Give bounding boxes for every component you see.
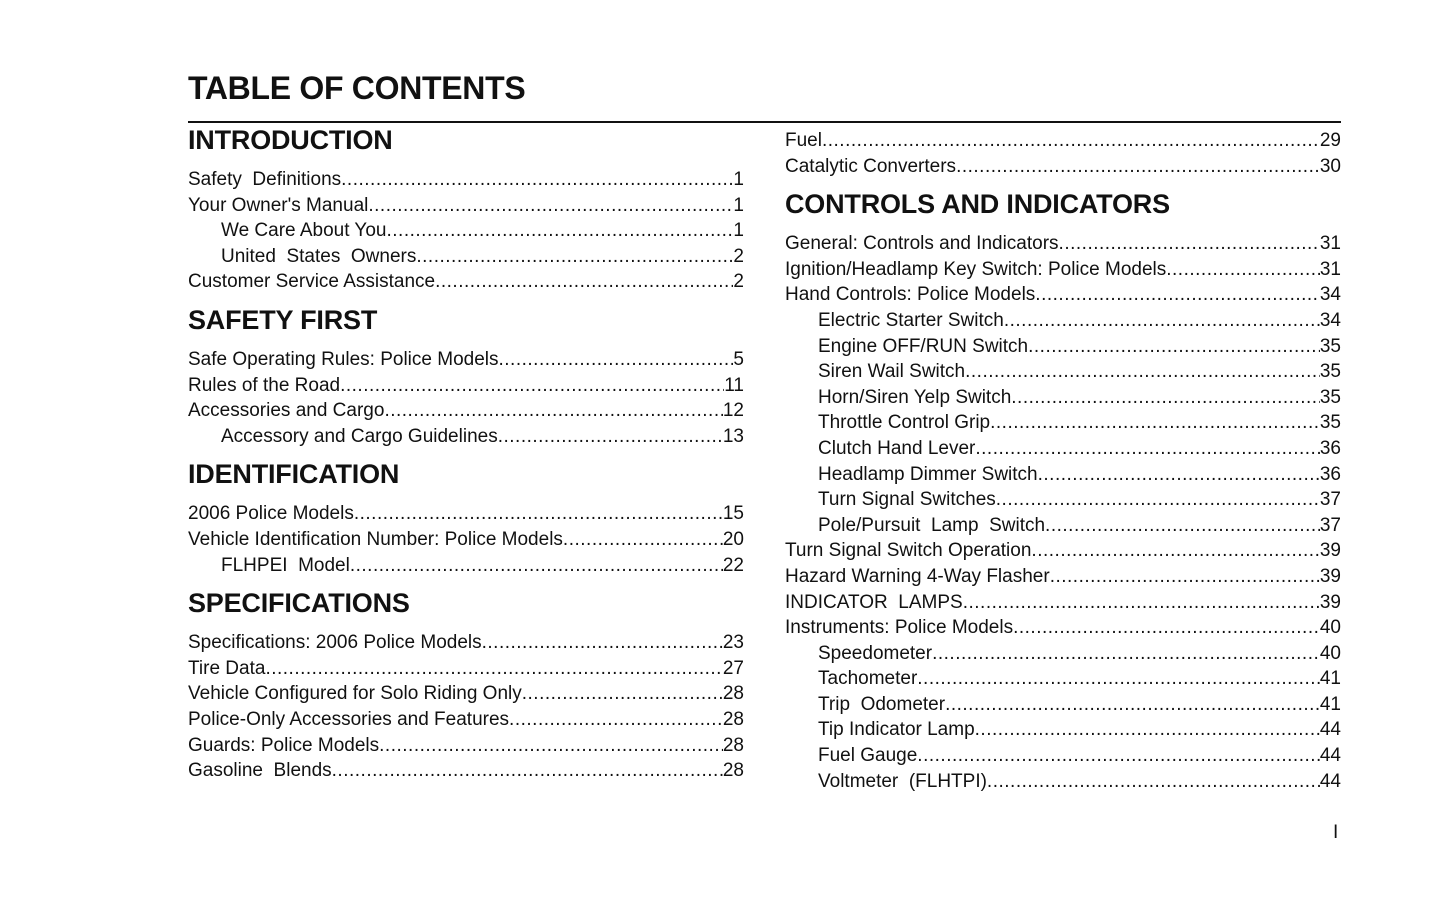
dot-leader [1038, 462, 1320, 488]
dot-leader [340, 373, 724, 399]
dot-leader [482, 630, 723, 656]
toc-entry-title: Hand Controls: Police Models [785, 284, 1036, 306]
toc-entry-title: Safety Definitions [188, 169, 342, 190]
toc-entry-page: 36 [1319, 437, 1341, 459]
toc-entry[interactable] [188, 167, 744, 193]
dot-leader [379, 733, 723, 759]
toc-entry-page: 12 [722, 400, 744, 422]
section-heading: IDENTIFICATION [188, 459, 400, 490]
dot-leader [963, 590, 1320, 616]
toc-entry-page: 30 [1319, 155, 1341, 177]
toc-entry[interactable] [785, 128, 1341, 154]
toc-entry[interactable] [188, 553, 744, 579]
toc-entry-page: 35 [1319, 412, 1341, 434]
toc-entry[interactable] [188, 681, 744, 707]
toc-entry-page: 1 [733, 194, 744, 216]
toc-entry[interactable] [188, 758, 744, 784]
dot-leader [522, 681, 723, 707]
toc-entry-page: 31 [1319, 258, 1341, 280]
toc-entry-title: INDICATOR LAMPS [785, 591, 963, 613]
toc-entry-page: 28 [722, 683, 744, 705]
dot-leader [956, 154, 1320, 180]
toc-entry-page: 44 [1319, 719, 1341, 741]
toc-entry-title: Voltmeter (FLHTPI) [818, 770, 987, 792]
toc-entry[interactable] [188, 347, 744, 373]
toc-entry-page: 36 [1319, 463, 1341, 485]
toc-entry[interactable] [188, 630, 744, 656]
toc-entry[interactable] [785, 436, 1341, 462]
toc-entry[interactable] [785, 590, 1341, 616]
toc-entry[interactable] [785, 282, 1341, 308]
dot-leader [265, 656, 722, 682]
toc-entry[interactable] [785, 359, 1341, 385]
dot-leader [1028, 334, 1320, 360]
dot-leader [435, 269, 733, 295]
toc-entry-title: Turn Signal Switch Operation [785, 540, 1032, 562]
section-heading: SAFETY FIRST [188, 304, 378, 335]
toc-entry-page: 22 [722, 554, 744, 576]
toc-entry[interactable] [785, 487, 1341, 513]
toc-entry-page: 40 [1319, 617, 1341, 639]
left-column [188, 122, 744, 784]
toc-entry[interactable] [785, 308, 1341, 334]
toc-entry[interactable] [785, 462, 1341, 488]
toc-entry[interactable] [785, 385, 1341, 411]
toc-entry-title: United States Owners [221, 245, 417, 267]
toc-entry[interactable] [188, 707, 744, 733]
toc-entry-page: 39 [1319, 591, 1341, 613]
toc-entry-page: 34 [1319, 309, 1341, 331]
toc-entry-title: Fuel [785, 130, 822, 151]
toc-entry[interactable] [188, 373, 744, 399]
toc-entry[interactable] [785, 717, 1341, 743]
page-number: I [1333, 822, 1339, 843]
toc-entry[interactable] [785, 257, 1341, 283]
dot-leader [368, 193, 733, 219]
toc-entry[interactable] [785, 615, 1341, 641]
toc-entry-page: 41 [1319, 693, 1341, 715]
section-heading: CONTROLS AND INDICATORS [785, 189, 1170, 220]
toc-entry-title: General: Controls and Indicators [785, 233, 1059, 255]
toc-entry-page: 28 [722, 708, 744, 730]
toc-entry-title: Tire Data [188, 657, 266, 679]
toc-entry-page: 28 [722, 760, 744, 782]
toc-entry-page: 35 [1319, 335, 1341, 357]
toc-entry[interactable] [188, 244, 744, 270]
dot-leader [1035, 282, 1320, 308]
toc-entry[interactable] [785, 154, 1341, 180]
toc-entry-page: 35 [1319, 361, 1341, 383]
dot-leader [965, 359, 1320, 385]
toc-entry-title: Ignition/Headlamp Key Switch: Police Models [785, 258, 1167, 280]
toc-entry-page: 2 [733, 245, 744, 267]
dot-leader [354, 501, 723, 527]
toc-entry-page: 44 [1319, 745, 1341, 767]
toc-entry-page: 28 [722, 734, 744, 756]
dot-leader [990, 410, 1320, 436]
toc-entry-page: 37 [1319, 514, 1341, 536]
toc-entry-title: Fuel Gauge [818, 745, 918, 767]
toc-entry[interactable] [785, 641, 1341, 667]
toc-entry-title: Siren Wail Switch [818, 361, 966, 383]
toc-entry[interactable] [188, 527, 744, 553]
dot-leader [975, 717, 1320, 743]
toc-entry[interactable] [785, 231, 1341, 257]
dot-leader [1166, 257, 1320, 283]
toc-entry-title: Tip Indicator Lamp [818, 719, 975, 741]
dot-leader [416, 244, 733, 270]
dot-leader [498, 424, 723, 450]
toc-entry[interactable] [785, 334, 1341, 360]
dot-leader [1059, 231, 1320, 257]
dot-leader [996, 487, 1320, 513]
toc-entry-page: 29 [1319, 130, 1341, 151]
toc-entry-page: 39 [1319, 540, 1341, 562]
toc-entry-title: Guards: Police Models [188, 734, 380, 756]
toc-entry-title: Specifications: 2006 Police Models [188, 632, 482, 654]
toc-entry-page: 20 [722, 528, 744, 550]
toc-entry-title: Customer Service Assistance [188, 271, 436, 293]
toc-entry-page: 34 [1319, 284, 1341, 306]
dot-leader [822, 128, 1320, 154]
dot-leader [945, 692, 1320, 718]
dot-leader [917, 743, 1320, 769]
dot-leader [932, 641, 1320, 667]
section-heading: INTRODUCTION [188, 125, 393, 155]
toc-entry-title: Throttle Control Grip [818, 412, 991, 434]
toc-entry[interactable] [188, 218, 744, 244]
toc-entry[interactable] [188, 398, 744, 424]
dot-leader [1011, 385, 1320, 411]
dot-leader [1031, 538, 1319, 564]
toc-entry-title: Gasoline Blends [188, 760, 332, 782]
toc-entry-title: Accessory and Cargo Guidelines [221, 425, 498, 447]
section-heading: SPECIFICATIONS [188, 588, 410, 619]
toc-entry-page: 41 [1319, 668, 1341, 690]
dot-leader [509, 707, 723, 733]
toc-entry[interactable] [785, 743, 1341, 769]
toc-entry[interactable] [785, 666, 1341, 692]
page-title: TABLE OF CONTENTS [188, 70, 526, 106]
toc-entry[interactable] [188, 269, 744, 295]
dot-leader [387, 218, 734, 244]
toc-entry-title: Vehicle Identification Number: Police Models [188, 528, 563, 550]
toc-entry-title: Instruments: Police Models [785, 617, 1014, 639]
toc-entry[interactable] [188, 424, 744, 450]
dot-leader [1045, 513, 1320, 539]
toc-entry-page: 37 [1319, 489, 1341, 511]
dot-leader [1004, 308, 1320, 334]
toc-entry[interactable] [785, 769, 1341, 795]
toc-entry-title: Clutch Hand Lever [818, 437, 976, 459]
toc-entry[interactable] [785, 692, 1341, 718]
dot-leader [384, 398, 722, 424]
toc-entry-title: FLHPEI Model [221, 554, 350, 576]
toc-entry-title: Your Owner's Manual [188, 194, 369, 216]
toc-entry[interactable] [785, 538, 1341, 564]
toc-entry-page: 5 [733, 348, 744, 370]
toc-entry-title: Engine OFF/RUN Switch [818, 335, 1029, 357]
toc-entry-title: Electric Starter Switch [818, 309, 1004, 331]
dot-leader [332, 758, 723, 784]
toc-entry-title: Vehicle Configured for Solo Riding Only [188, 683, 522, 705]
toc-entry-title: Tachometer [818, 668, 918, 690]
dot-leader [563, 527, 723, 553]
dot-leader [350, 553, 723, 579]
dot-leader [499, 347, 734, 373]
toc-entry-title: Turn Signal Switches [818, 489, 996, 511]
dot-leader [1050, 564, 1320, 590]
toc-entry[interactable] [188, 501, 744, 527]
toc-entry[interactable] [785, 564, 1341, 590]
toc-entry-title: Rules of the Road [188, 374, 341, 396]
toc-entry-page: 23 [722, 632, 744, 654]
toc-entry-page: 13 [722, 425, 744, 447]
toc-entry-page: 44 [1319, 770, 1341, 792]
toc-entry-page: 11 [724, 374, 744, 396]
toc-entry[interactable] [785, 513, 1341, 539]
dot-leader [1013, 615, 1320, 641]
toc-entry[interactable] [188, 656, 744, 682]
toc-entry-title: Police-Only Accessories and Features [188, 708, 510, 730]
toc-entry-title: We Care About You [221, 220, 387, 242]
toc-entry-page: 31 [1319, 233, 1341, 255]
toc-entry[interactable] [785, 410, 1341, 436]
toc-entry-page: 2 [733, 271, 744, 293]
toc-entry[interactable] [188, 193, 744, 219]
dot-leader [917, 666, 1320, 692]
toc-entry-title: Accessories and Cargo [188, 400, 385, 422]
toc-entry-title: Trip Odometer [818, 693, 946, 715]
toc-entry-title: Horn/Siren Yelp Switch [818, 386, 1012, 408]
toc-entry-page: 40 [1319, 642, 1341, 664]
dot-leader [987, 769, 1320, 795]
toc-entry[interactable] [188, 733, 744, 759]
toc-entry-title: Catalytic Converters [785, 155, 957, 177]
toc-entry-page: 1 [733, 220, 744, 242]
toc-entry-page: 1 [733, 169, 744, 190]
toc-entry-page: 39 [1319, 565, 1341, 587]
toc-entry-title: Hazard Warning 4-Way Flasher [785, 565, 1050, 587]
toc-entry-title: 2006 Police Models [188, 503, 354, 525]
toc-entry-page: 15 [722, 503, 744, 525]
dot-leader [341, 167, 733, 193]
dot-leader [975, 436, 1319, 462]
toc-entry-title: Pole/Pursuit Lamp Switch [818, 514, 1046, 536]
toc-entry-page: 35 [1319, 386, 1341, 408]
toc-entry-page: 27 [722, 657, 744, 679]
toc-entry-title: Speedometer [818, 642, 933, 664]
toc-entry-title: Safe Operating Rules: Police Models [188, 348, 499, 370]
toc-entry-title: Headlamp Dimmer Switch [818, 463, 1038, 485]
right-column [785, 128, 1341, 794]
